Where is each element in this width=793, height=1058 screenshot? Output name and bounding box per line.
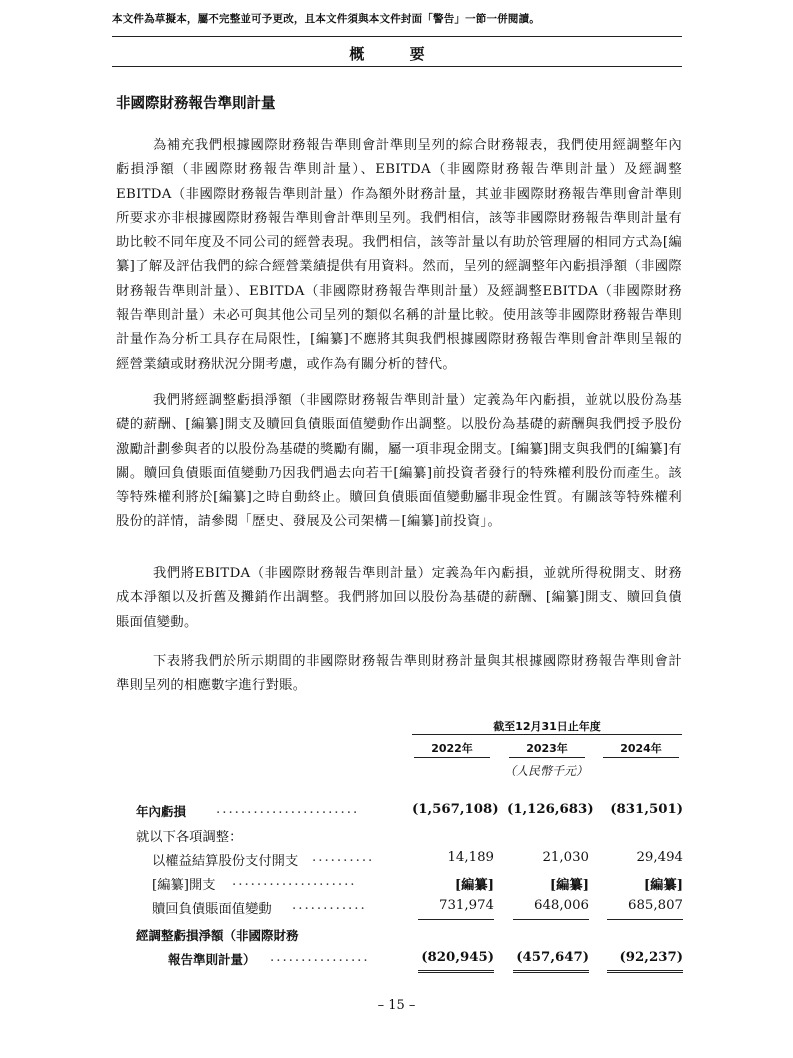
total-double-rule — [418, 970, 494, 973]
leader-dots: .................... — [232, 874, 357, 889]
value-2024: 685,807 — [628, 898, 683, 913]
value-2023: 648,006 — [534, 898, 589, 913]
draft-disclaimer: 本文件為草擬本，屬不完整並可予更改，且本文件須與本文件封面「警告」一節一併閱讀。 — [112, 13, 540, 25]
leader-dots: .......... — [312, 850, 375, 865]
value-2024: [編纂] — [643, 878, 683, 893]
year-header-2023: 2023年 — [526, 742, 568, 755]
leader-dots: ....................... — [216, 802, 360, 817]
paragraph-1-text: 為補充我們根據國際財務報告準則會計準則呈列的綜合財務報表，我們使用經調整年內虧損淨額（非國際財務報告準則計量）、EBITDA（非國際財務報告準則計量）及經調整EBITDA（非國際財務報告準則計量）作為額外財務計量，其並非國際財務報告準則會計準則所要求亦非根據國際財務報告準則會計準則呈列。我們相信，該等非國際財務報告準則計量有助比較不同年度及不同公司的經營表現。我們相信，該等計量以有助於管理層的相同方式為[編纂]了解及評估我們的綜合經營業績提供有用資料。然而，呈列的經調整年內虧損淨額（非國際財務報告準則計量）、EBITDA（非國際財務報告準則計量）及經調整EBITDA（非國際財務報告準則計量）未必可與其他公司呈列的類似名稱的計量比較。使用該等非國際財務報告準則計量作為分析工具存在局限性，[編纂]不應將其與我們根據國際財務報告準則會計準則呈報的經營業績或財務狀況分開考慮，或作為有關分析的替代。 — [116, 138, 682, 372]
row-label: 以權益結算股份支付開支 — [152, 854, 299, 869]
row-label: 贖回負債賬面值變動 — [152, 902, 272, 917]
value-2023: [編纂] — [549, 878, 589, 893]
paragraph-3 — [116, 562, 682, 635]
total-double-rule — [513, 970, 589, 973]
total-2022: (820,945) — [421, 950, 494, 965]
table-row — [116, 898, 684, 920]
table-row — [116, 826, 684, 848]
total-2023: (457,647) — [516, 950, 589, 965]
page-number: – 15 – — [377, 998, 416, 1013]
leader-dots: ................ — [270, 950, 370, 965]
paragraph-2 — [116, 389, 682, 535]
table-row — [116, 850, 684, 872]
total-label-line2: 報告準則計量） — [168, 952, 256, 967]
year-rule — [603, 757, 679, 758]
row-label: 年內虧損 — [136, 804, 187, 819]
total-double-rule — [607, 970, 683, 973]
year-rule — [509, 757, 585, 758]
table-row — [116, 926, 684, 948]
value-2024: 29,494 — [636, 850, 683, 865]
year-header-2022: 2022年 — [431, 742, 473, 755]
header-rule — [112, 36, 682, 37]
subtotal-rule — [607, 919, 683, 920]
value-2022: [編纂] — [454, 878, 494, 893]
paragraph-4-text: 下表將我們於所示期間的非國際財務報告準則財務計量與其根據國際財務報告準則會計準則呈列的相應數字進行對賬。 — [116, 654, 682, 694]
value-2023: (1,126,683) — [507, 802, 594, 817]
subtotal-rule — [513, 919, 589, 920]
year-rule — [414, 757, 490, 758]
section-title: 概 要 — [349, 45, 445, 63]
leader-dots: ............ — [292, 898, 367, 913]
year-header-2024: 2024年 — [620, 742, 662, 755]
value-2022: (1,567,108) — [412, 802, 499, 817]
subtotal-rule — [418, 919, 494, 920]
table-row — [116, 874, 684, 896]
total-label-line1: 經調整虧損淨額（非國際財務 — [136, 928, 299, 943]
table-row-total — [116, 950, 684, 972]
value-2023: 21,030 — [542, 850, 589, 865]
row-label: [編纂]開支 — [152, 878, 216, 893]
period-header-rule — [412, 734, 682, 735]
period-header: 截至12月31日止年度 — [493, 720, 601, 733]
section-heading: 非國際財務報告準則計量 — [116, 96, 276, 112]
row-label: 就以下各項調整： — [136, 830, 243, 845]
paragraph-1 — [116, 134, 682, 377]
unit-label: （人民幣千元） — [503, 764, 588, 778]
value-2022: 14,189 — [447, 850, 494, 865]
paragraph-3-text: 我們將EBITDA（非國際財務報告準則計量）定義為年內虧損，並就所得稅開支、財務成本淨額以及折舊及攤銷作出調整。我們將加回以股份為基礎的薪酬、[編纂]開支、贖回負債賬面值變動。 — [116, 566, 682, 630]
table-row — [116, 802, 684, 824]
title-rule — [112, 66, 682, 67]
total-2024: (92,237) — [619, 950, 683, 965]
value-2022: 731,974 — [439, 898, 494, 913]
value-2024: (831,501) — [610, 802, 683, 817]
paragraph-2-text: 我們將經調整虧損淨額（非國際財務報告準則計量）定義為年內虧損，並就以股份為基礎的薪酬、[編纂]開支及贖回負債賬面值變動作出調整。以股份為基礎的薪酬與我們授予股份激勵計劃參與者的以股份為基礎的獎勵有關，屬一項非現金開支。[編纂]開支與我們的[編纂]有關。贖回負債賬面值變動乃因我們過去向若干[編纂]前投資者發行的特殊權利股份而產生。該等特殊權利將於[編纂]之時自動終止。贖回負債賬面值變動屬非現金性質。有關該等特殊權利股份的詳情，請參閱「歷史、發展及公司架構－[編纂]前投資」。 — [116, 393, 682, 530]
paragraph-4 — [116, 650, 682, 699]
